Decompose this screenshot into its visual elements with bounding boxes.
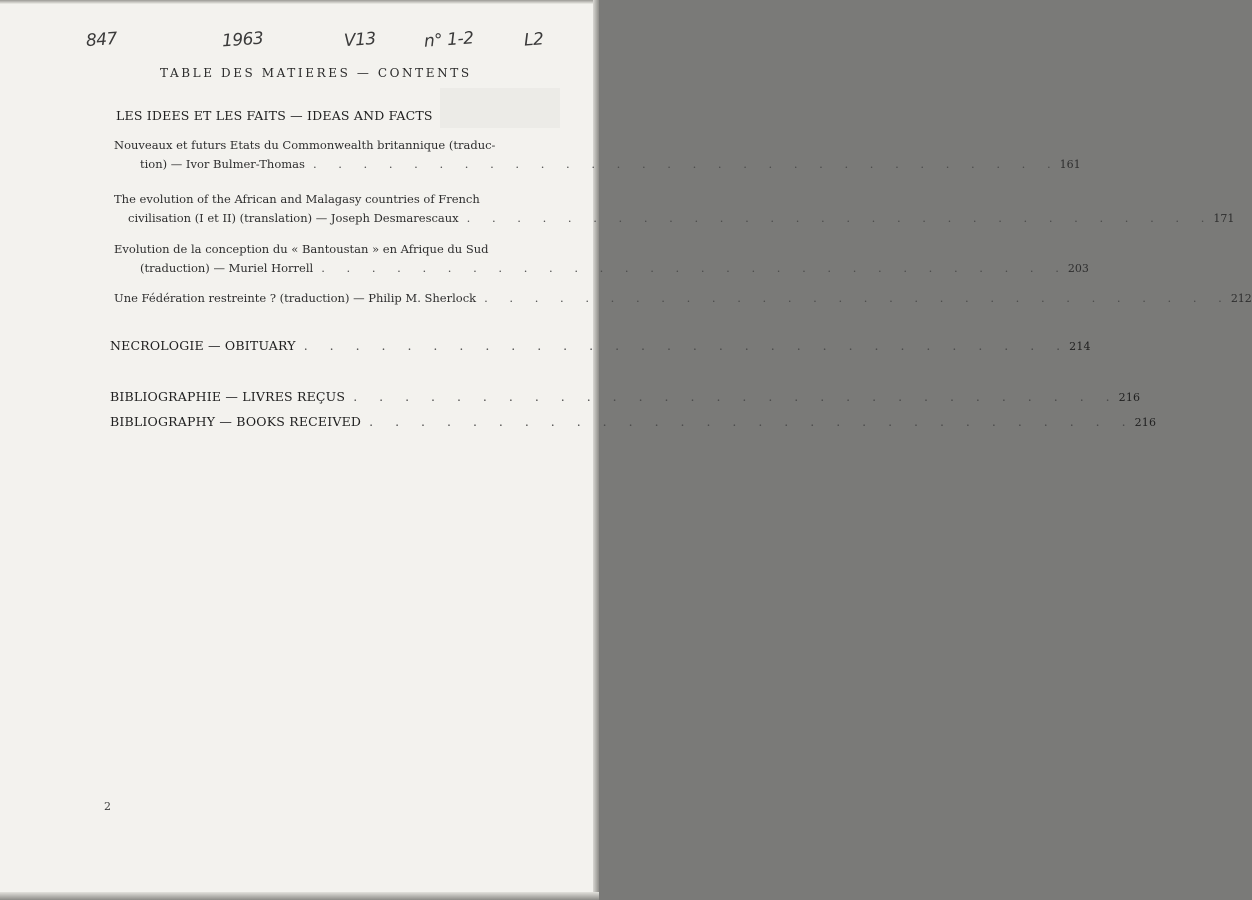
page-title: TABLE DES MATIERES — CONTENTS — [160, 66, 472, 80]
toc-bibliography[interactable] — [110, 414, 1157, 429]
toc-entry-2-line2: civilisation (I et II) (translation) — Joseph Desmarescaux — [128, 211, 459, 225]
toc-entry-3-line1: Evolution de la conception du « Bantoustan » en Afrique du Sud — [114, 242, 489, 256]
toc-entry-2[interactable] — [114, 190, 1235, 228]
handwritten-note-2: 1963 — [221, 28, 264, 52]
toc-entry-4[interactable] — [114, 289, 1252, 308]
toc-entry-1-page: 161 — [1059, 158, 1081, 171]
scan-bottom-edge — [0, 892, 599, 900]
toc-entry-4-page: 212 — [1230, 292, 1252, 305]
handwritten-note-4: n° 1-2 — [423, 28, 475, 52]
toc-entry-3-line2: (traduction) — Muriel Horrell — [140, 261, 314, 275]
toc-entry-1-line1: Nouveaux et futurs Etats du Commonwealth britannique (traduc- — [114, 138, 496, 152]
toc-entry-2-page: 171 — [1213, 212, 1235, 225]
leader-dots: . . . . . . . . . . . . . . . . . . . . . . . . . . . . . . — [312, 157, 1060, 171]
leader-dots: . . . . . . . . . . . . . . . . . . . . . . . . . . . . . . — [466, 211, 1214, 225]
bibliographie-label: BIBLIOGRAPHIE — LIVRES REÇUS — [110, 389, 346, 404]
toc-entry-4-row — [114, 289, 1252, 308]
toc-entry-3-page: 203 — [1067, 262, 1089, 275]
page-number: 2 — [104, 800, 111, 813]
scan-top-edge — [0, 0, 599, 4]
toc-entry-1-line2-row — [114, 155, 1081, 174]
toc-entry-2-line2-row — [114, 209, 1235, 228]
toc-entry-3[interactable] — [114, 240, 1089, 278]
scan-right-edge — [593, 0, 599, 900]
leader-dots: . . . . . . . . . . . . . . . . . . . . . . . . . . . . . . — [484, 291, 1231, 305]
leader-dots: . . . . . . . . . . . . . . . . . . . . . . . . . . . . . . — [369, 414, 1135, 429]
handwritten-note-5: L2 — [523, 29, 544, 51]
bibliography-label: BIBLIOGRAPHY — BOOKS RECEIVED — [110, 414, 362, 429]
toc-entry-1-line2: tion) — Ivor Bulmer-Thomas — [140, 157, 305, 171]
toc-entry-2-line1: The evolution of the African and Malagasy countries of French — [114, 192, 480, 206]
toc-entry-4-line1: Une Fédération restreinte ? (traduction) — Philip M. Sherlock — [114, 291, 477, 305]
toc-entry-1[interactable] — [114, 136, 1081, 174]
obituary-page: 214 — [1069, 340, 1091, 353]
bibliographie-page: 216 — [1118, 391, 1141, 404]
obituary-label: NECROLOGIE — OBITUARY — [110, 338, 296, 353]
leader-dots: . . . . . . . . . . . . . . . . . . . . . . . . . . . . . . — [303, 338, 1070, 353]
toc-entry-3-line2-row — [114, 259, 1089, 278]
handwritten-note-3: V13 — [343, 28, 377, 52]
bibliography-page: 216 — [1134, 416, 1157, 429]
section-heading-ideas: LES IDEES ET LES FAITS — IDEAS AND FACTS — [116, 108, 433, 123]
toc-obituary[interactable] — [110, 338, 1091, 353]
leader-dots: . . . . . . . . . . . . . . . . . . . . . . . . . . . . . . — [353, 389, 1119, 404]
toc-bibliographie[interactable] — [110, 389, 1141, 404]
handwritten-note-1: 847 — [85, 28, 118, 52]
leader-dots: . . . . . . . . . . . . . . . . . . . . . . . . . . . . . . — [321, 261, 1068, 275]
